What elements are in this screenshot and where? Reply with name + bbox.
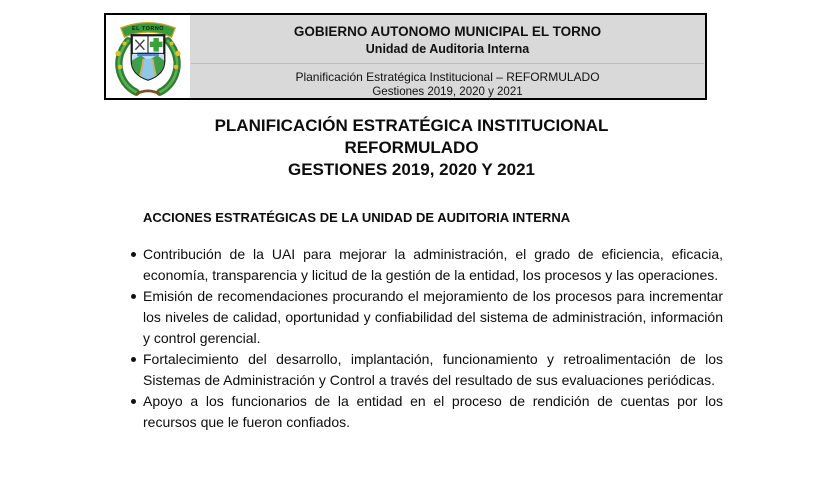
header-text-block <box>190 15 705 98</box>
doc-period: Gestiones 2019, 2020 y 2021 <box>372 86 523 98</box>
bullet-icon <box>131 357 136 362</box>
el-torno-coat-of-arms-icon <box>110 16 186 98</box>
document-title-line1: PLANIFICACIÓN ESTRATÉGICA INSTITUCIONAL <box>214 116 609 135</box>
bullet-icon <box>131 294 136 299</box>
list-item <box>129 244 723 286</box>
logo-cell <box>106 15 190 98</box>
unit-name: Unidad de Auditoria Interna <box>191 41 704 64</box>
list-item <box>129 286 723 349</box>
document-title <box>110 115 713 181</box>
list-item <box>129 391 723 433</box>
bullet-icon <box>131 399 136 404</box>
logo-banner-text: EL TORNO <box>131 25 165 32</box>
list-item <box>129 349 723 391</box>
document-title-line3: GESTIONES 2019, 2020 Y 2021 <box>288 160 535 179</box>
list-item-text: Fortalecimiento del desarrollo, implantación, funcionamiento y retroalimentación de los Sistemas de Administración y Control a través del resultado de sus evaluaciones periódicas. <box>143 351 723 388</box>
doc-type: Planificación Estratégica Institucional – REFORMULADO <box>295 70 600 84</box>
list-item-text: Apoyo a los funcionarios de la entidad en el proceso de rendición de cuentas por los recursos que le fueron confiados. <box>143 393 723 430</box>
list-item-text: Emisión de recomendaciones procurando el mejoramiento de los procesos para incrementar los niveles de calidad, oportunidad y confiabilidad del sistema de administración, información y control gerencial. <box>143 288 723 346</box>
document-title-line2: REFORMULADO <box>344 138 479 157</box>
document-header <box>104 13 707 100</box>
section-heading: ACCIONES ESTRATÉGICAS DE LA UNIDAD DE AUDITORIA INTERNA <box>143 210 571 225</box>
list-item-text: Contribución de la UAI para mejorar la administración, el grado de eficiencia, eficacia, economía, transparencia y licitud de la gestión de la entidad, los procesos y las operaciones. <box>143 246 723 283</box>
org-name: GOBIERNO AUTONOMO MUNICIPAL EL TORNO <box>293 24 602 39</box>
bullet-icon <box>131 252 136 257</box>
strategic-actions-list <box>129 244 723 433</box>
